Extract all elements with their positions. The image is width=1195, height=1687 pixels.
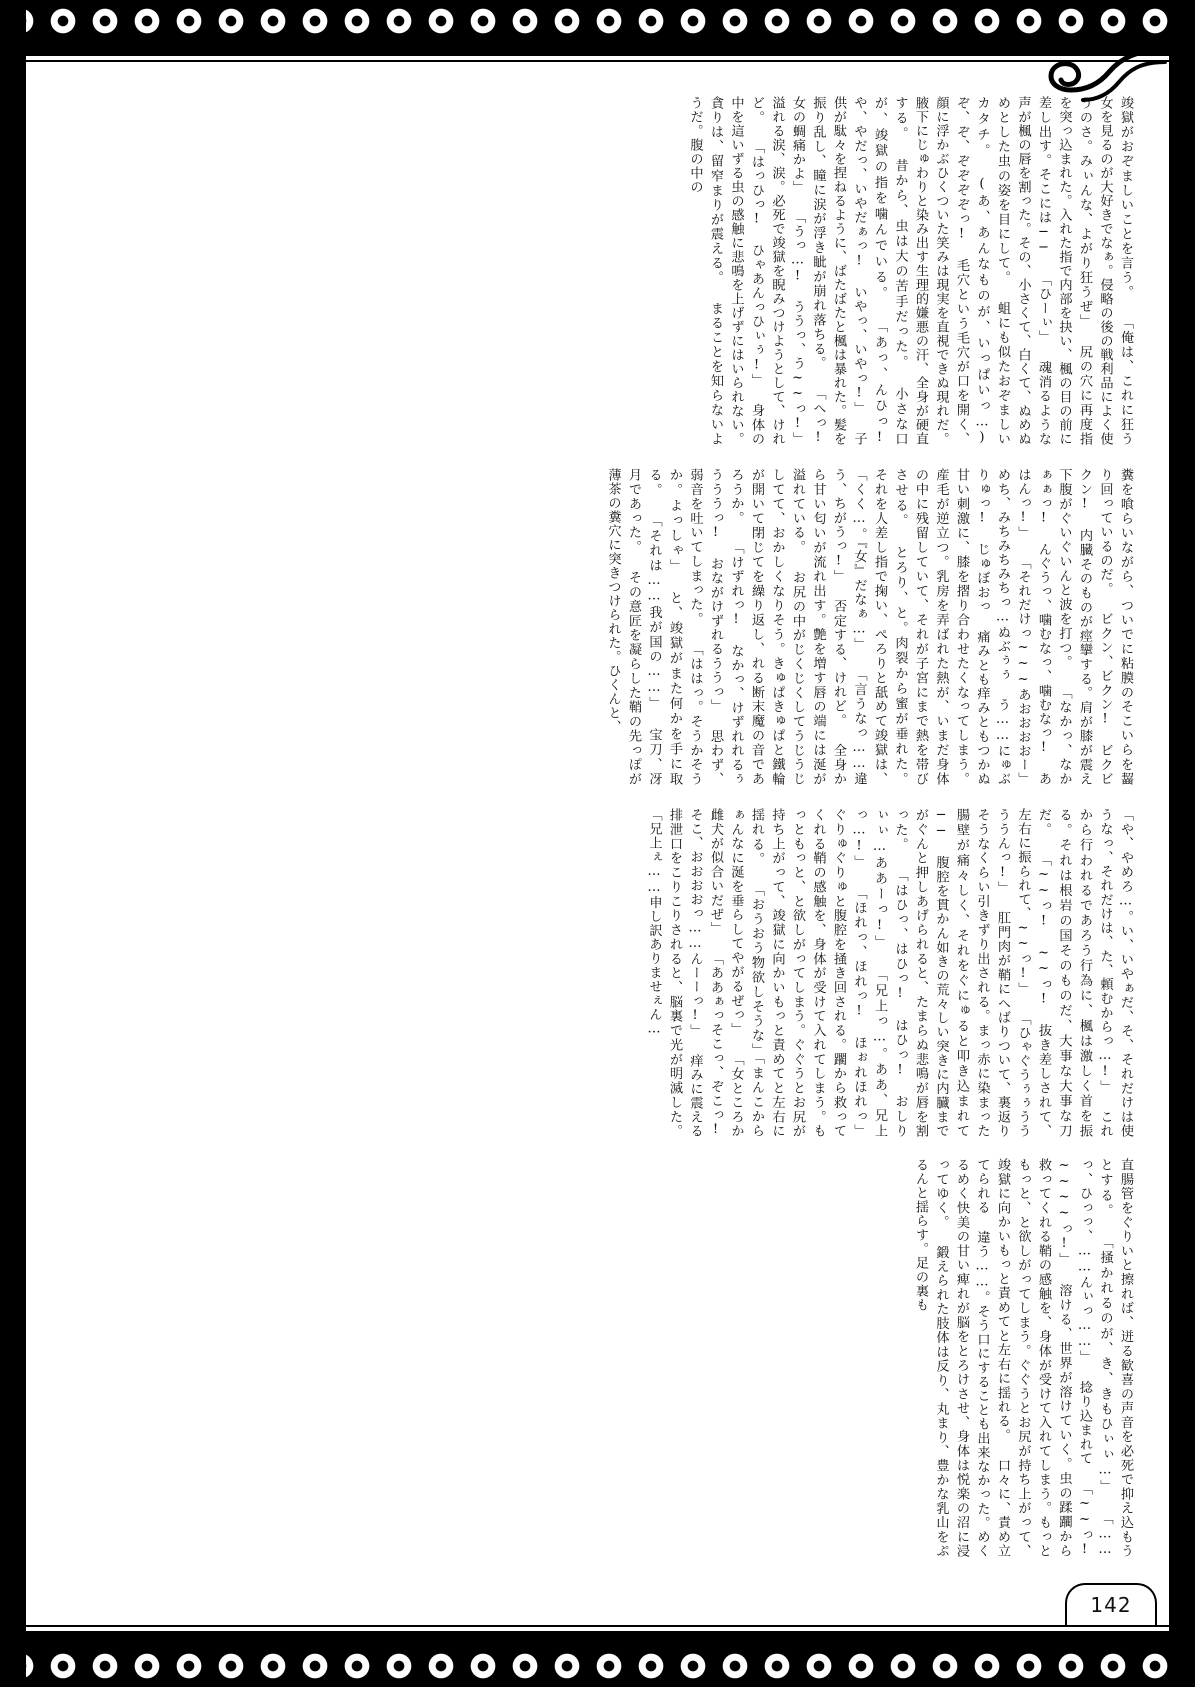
bottom-border-ornament bbox=[0, 1631, 1195, 1687]
right-border-bar bbox=[1169, 0, 1195, 1687]
scallop-pattern-bottom bbox=[0, 1649, 1195, 1683]
text-band-2 bbox=[60, 468, 1135, 786]
paragraph-block-3: 「や、やめろ…。い、いやぁだ、そ、それだけは使うなっ、それだけは、た、頼むからっ…!」 これから行われるであろう行為に、楓は激しく首を振る。それは根岩の国そのものだ、大事な大事な刀だ。 「~~っ! ~~っ! 抜き差しされて、左右に振られて、~~っ!」 「ひゃぐうぅぅううううんっ!」 肛門肉が鞘にへばりついて、裏返りそうなくらい引きずり出される。まっ赤に染まった腸壁が痛々しく、それをぐにゅると叩き込まれて── 腹腔を貫かん如きの荒々しい突きに内臓までがぐんと押しあげられると、たまらぬ悲鳴が唇を割った。 「はひっ、はひっ! はひっ! おしりぃぃ…ああーっ!」 「兄上っ…。ああ、兄上っ…!」 「ほれっ、ほれっ! ほぉれほれっ」 ぐりゅぐりゅと腹腔を掻き回される。躙から救ってくれる鞘の感触を、身体が受けて入れてしまう。もっともっと、と欲しがってしまう。ぐぐうとお尻が持ち上がって、竣獄に向かいもっと責めてと左右に揺れる。 「おうおう物欲しそうな」「まんこからぁんなに涎を垂らしてやがるぜっ」 「女ところか雌犬が似合いだぜ」 「ああぁっそこっ、ぞこっ! そこ、おおおおっ……んーーっ!」 痒みに震える排泄口をこりこりされると、脳裏で光が明滅した。 「兄上ぇ……申し訳ありませぇん… bbox=[646, 808, 1133, 1138]
text-band-4 bbox=[60, 1158, 1135, 1558]
paragraph-block-1: 竣獄がおぞましいことを言う。 「俺は、これに狂う女を見るのが大好きでなぁ。侵略の後の戦利品によく使うのさ。みぃんな、よがり狂うぜ」 尻の穴に再度指を突っ込まれた。入れた指で内部を抉い、楓の目の前に差し出す。そこには── 「ひーぃ」 魂消るような声が楓の唇を割った。その、小さくて、白くて、ぬめぬめとした虫の姿を目にして。 蛆にも似たおぞましいカタチ。 (あ、あんなものが、いっぱいっ…) ぞ、ぞ、ぞぞぞぞっ! 毛穴という毛穴が口を開く、顔に浮かぶひくついた笑みは現実を直視できぬ現れだ。腋下にじゅわりと染み出す生理的嫌悪の汗、全身が硬直する。 昔から、虫は大の苦手だった。 小さな口が、竣獄の指を噛んでいる。 「あっ、んひっ! や、やだっ、いやだぁっ! いやっ、いやっ!」 子供が駄々を捏ねるように、ばたばたと楓は暴れた。髪を振り乱し、瞳に涙が浮き眦が崩れ落ちる。 「へっ! 女の蜩痛かよ」 「うっ…! ううっ、う~~っ!」 溢れる涙、涙。必死で竣獄を睨みつけようとして、けれど。 「はっひっ! ひゃあんっひぃぅ!」 身体の中を這いずる虫の感触に悲鳴を上げずにはいられない。貪りは、留窄まりが震える。 まることを知らないようだ。腹の中の bbox=[687, 96, 1133, 446]
scallop-pattern-top bbox=[0, 4, 1195, 38]
top-border-ornament bbox=[0, 0, 1195, 56]
left-border-bar bbox=[0, 0, 26, 1687]
text-band-1 bbox=[60, 96, 1135, 446]
inner-rule-top bbox=[26, 60, 1169, 62]
paragraph-block-4: 直腸管をぐりいと擦れば、迸る歓喜の声音を必死で抑え込もうとする。 「掻かれるのが、き、きもひぃぃ…」 「……っ、ひっっ、……んぃっ……」 捻り込まれて 「~~っ! ~~~~っ!」 溶ける、世界が溶けていく。虫の蹂躙から救ってくれる鞘の感触を、身体が受けて入れてしまう。もっともっと、と欲しがってしまう。ぐぐうとお尻が持ち上がって、竣獄に向かいもっと責めてと左右に揺れる。 口々に、責め立てられる 違う……。そう口にすることも出来なかった。めくるめく快美の甘い痺れが脳をとろけさせ、身体は悦楽の沼に浸ってゆく。 鍛えられた肢体は反り、丸まり、豊かな乳山をぷるんと揺らす。足の裏も bbox=[913, 1158, 1133, 1558]
text-body bbox=[60, 96, 1135, 1576]
paragraph-block-2: 糞を喰らいながら、ついでに粘膜のそこいらを齧り回っているのだ。 ビクン、ビクン! ビクビクン! 内臓そのものが痙攣する。肩が膝が震え下腹がぐいぐいんと波を打つ。 「なかっ、なかぁぁっ! んぐうっ、噛むなっ、噛むなっ! あはんっ!」 「それだけっ~~~あおおおおー」 めち、みちみちみちっ…ぬぶぅぅ う……にゅぶりゅっ! じゅぼおっ 痛みとも痒みともつかぬ甘い刺激に、膝を摺り合わせたくなってしまう。産毛が逆立つ。乳房を弄ばれた熱が、いまだ身体の中に残留していて、それが子宮にまで熱を帯びさせる。 とろり、と。肉裂から蜜が垂れた。 それを人差し指で掬い、ぺろりと舐めて竣獄は、 「くく…。『女』だなぁ…」 「言うなっ……違う、ちがうっ!」 否定する、けれど。 全身から甘い匂いが流れ出す。艶を増す唇の端には涎が溢れている。 お尻の中がじくじくしてうじうじしてて、おかしくなりそう。きゅぱきゅぱと鐵輪が開いて閉じてを繰り返し、れる断末魔の音であろうか。 「けずれっ! なかっ、けずれれるぅうううっ! おながけずれるううっ」 思わず、弱音を吐いてしまった。 「ははっ。そうかそうか。よっしゃ」 と、竣獄がまた何かを手に取る。 「それは……我が国の……」 宝刀、冴月であった。 その意匠を凝らした鞘の先っぽが薄茶の糞穴に突きつけられた。ひくんと、 bbox=[605, 468, 1133, 786]
inner-rule-bottom bbox=[26, 1625, 1169, 1627]
page-number: 142 bbox=[1065, 1583, 1157, 1625]
text-band-3 bbox=[60, 808, 1135, 1138]
